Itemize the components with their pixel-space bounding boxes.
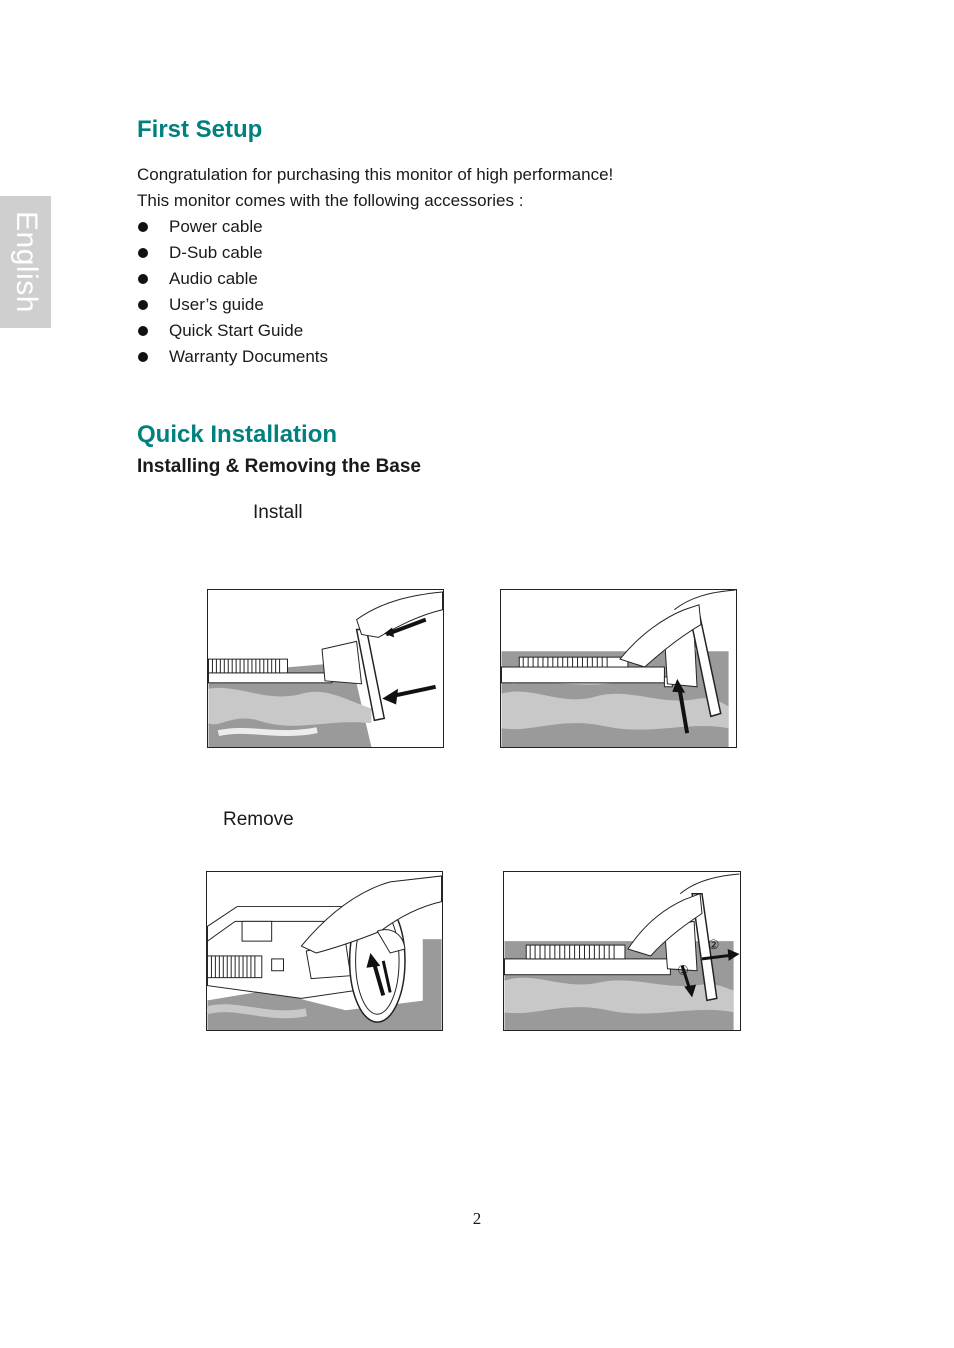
intro-line-2: This monitor comes with the following accessories :: [137, 191, 524, 210]
quick-installation-heading: Quick Installation: [137, 421, 338, 448]
list-item: Audio cable: [137, 269, 328, 295]
page-number: 2: [472, 1209, 482, 1228]
step-2-marker: ②: [707, 938, 720, 954]
remove-step-1-illustration: [206, 871, 443, 1031]
install-step-2-illustration: [500, 589, 737, 748]
list-item: Power cable: [137, 217, 328, 243]
accessories-list: [137, 217, 328, 373]
list-item: D-Sub cable: [137, 243, 328, 269]
install-step-1-illustration: [207, 589, 444, 748]
remove-step-2-illustration: [503, 871, 741, 1031]
install-caption: Install: [253, 502, 303, 523]
intro-line-1: Congratulation for purchasing this monitor of high performance!: [137, 165, 614, 184]
list-item: Quick Start Guide: [137, 321, 328, 347]
list-item: User’s guide: [137, 295, 328, 321]
list-item: Warranty Documents: [137, 347, 328, 373]
step-1-marker: ①: [677, 963, 689, 979]
first-setup-heading: First Setup: [137, 116, 263, 143]
language-tab-label: English: [9, 211, 43, 313]
base-subheading: Installing & Removing the Base: [137, 456, 421, 477]
remove-caption: Remove: [223, 809, 294, 830]
language-tab: [0, 196, 51, 328]
